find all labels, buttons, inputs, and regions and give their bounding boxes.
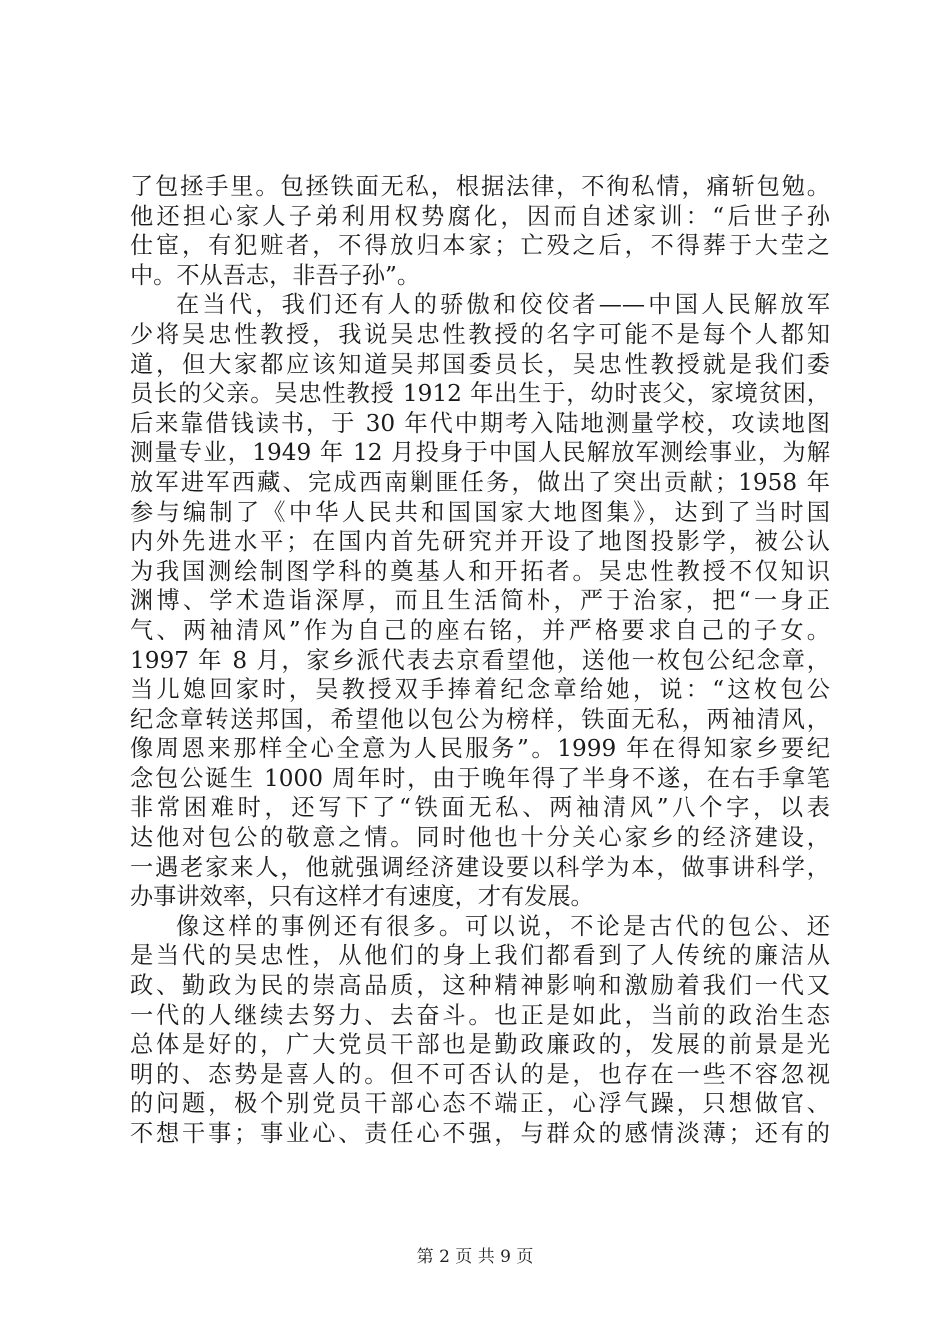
text-line: 为我国测绘制图学科的奠基人和开拓者。吴忠性教授不仅知识 xyxy=(130,557,830,585)
text-line: 纪念章转送邦国，希望他以包公为榜样，铁面无私，两袖清风， xyxy=(130,705,830,733)
text-line: 仕宦，有犯赃者，不得放归本家；亡殁之后，不得葬于大茔之 xyxy=(130,232,830,260)
text-line: 不想干事；事业心、责任心不强，与群众的感情淡薄；还有的 xyxy=(130,1120,830,1147)
text-line: 放军进军西藏、完成西南剿匪任务，做出了突出贡献；1958 年 xyxy=(130,468,830,496)
text-line: 在当代，我们还有人的骄傲和佼佼者——中国人民解放军 xyxy=(176,291,830,319)
text-line: 少将吴忠性教授，我说吴忠性教授的名字可能不是每个人都知 xyxy=(130,320,830,348)
text-line: 念包公诞生 1000 周年时，由于晚年得了半身不遂，在右手拿笔 xyxy=(130,764,830,792)
text-line: 当儿媳回家时，吴教授双手捧着纪念章给她，说：“这枚包公 xyxy=(130,676,830,704)
body-text xyxy=(130,172,830,1149)
text-line: 总体是好的，广大党员干部也是勤政廉政的，发展的前景是光 xyxy=(130,1031,830,1059)
text-line: 像这样的事例还有很多。可以说，不论是古代的包公、还 xyxy=(176,912,830,940)
text-line: 明的、态势是喜人的。但不可否认的是，也存在一些不容忽视 xyxy=(130,1060,830,1088)
text-line: 办事讲效率，只有这样才有速度，才有发展。 xyxy=(130,883,594,911)
text-line: 员长的父亲。吴忠性教授 1912 年出生于，幼时丧父，家境贫困， xyxy=(130,380,830,408)
text-line: 道，但大家都应该知道吴邦国委员长，吴忠性教授就是我们委 xyxy=(130,350,830,378)
page-footer: 第 2 页 共 9 页 xyxy=(416,1247,534,1267)
text-line: 政、勤政为民的崇高品质，这种精神影响和激励着我们一代又 xyxy=(130,972,830,1000)
text-line: 像周恩来那样全心全意为人民服务”。1999 年在得知家乡要纪 xyxy=(130,735,830,763)
text-line: 达他对包公的敬意之情。同时他也十分关心家乡的经济建设， xyxy=(130,824,830,852)
text-line: 一遇老家来人，他就强调经济建设要以科学为本，做事讲科学， xyxy=(130,853,830,881)
text-line: 测量专业，1949 年 12 月投身于中国人民解放军测绘事业，为解 xyxy=(130,439,830,467)
text-line: 渊博、学术造诣深厚，而且生活简朴，严于治家，把“一身正 xyxy=(130,587,830,615)
text-line: 一代的人继续去努力、去奋斗。也正是如此，当前的政治生态 xyxy=(130,1001,830,1029)
text-line: 他还担心家人子弟利用权势腐化，因而自述家训：“后世子孙 xyxy=(130,202,830,230)
text-line: 了包拯手里。包拯铁面无私，根据法律，不徇私情，痛斩包勉。 xyxy=(130,173,830,200)
text-line: 后来靠借钱读书，于 30 年代中期考入陆地测量学校，攻读地图 xyxy=(130,409,830,437)
text-line: 气、两袖清风”作为自己的座右铭，并严格要求自己的子女。 xyxy=(130,616,830,644)
text-line: 是当代的吴忠性，从他们的身上我们都看到了人传统的廉洁从 xyxy=(130,942,830,970)
text-line: 参与编制了《中华人民共和国国家大地图集》，达到了当时国 xyxy=(130,498,830,526)
text-line: 非常困难时，还写下了“铁面无私、两袖清风”八个字，以表 xyxy=(130,794,830,822)
text-line: 内外先进水平；在国内首先研究并开设了地图投影学，被公认 xyxy=(130,528,830,556)
text-line: 中。不从吾志，非吾子孙”。 xyxy=(130,261,421,289)
text-line: 1997 年 8 月，家乡派代表去京看望他，送他一枚包公纪念章， xyxy=(130,646,830,674)
text-line: 的问题，极个别党员干部心态不端正，心浮气躁，只想做官、 xyxy=(130,1090,830,1118)
